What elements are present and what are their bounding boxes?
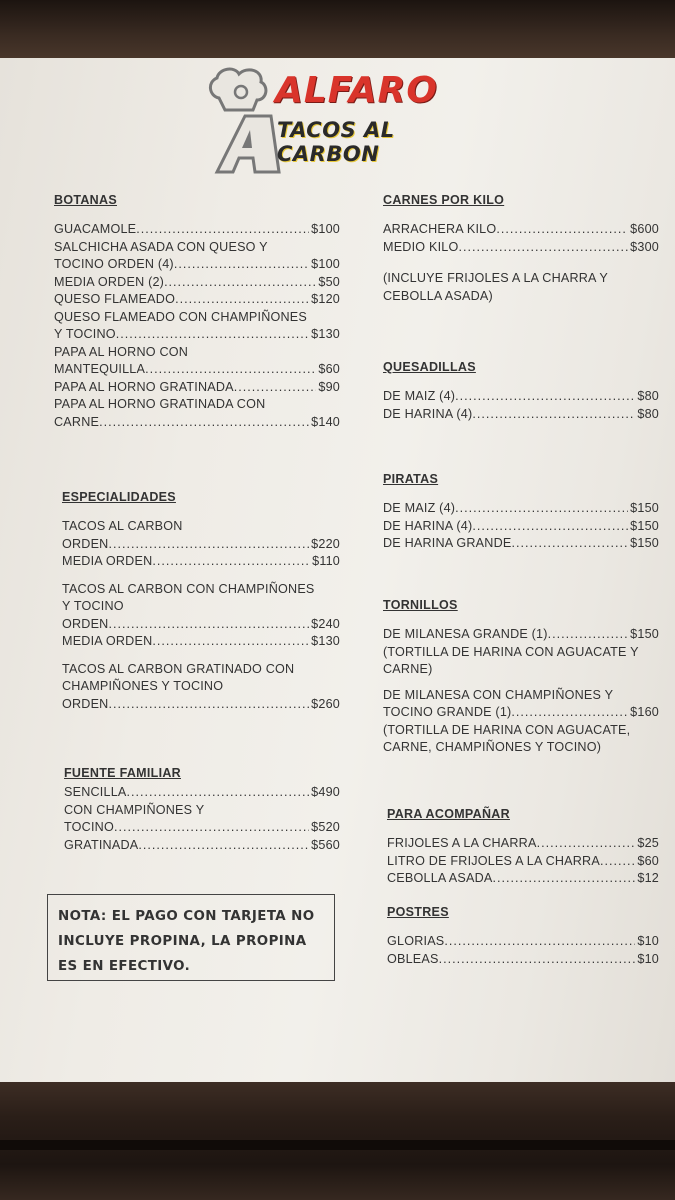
menu-note-line: (TORTILLA DE HARINA CON AGUACATE,	[383, 722, 631, 737]
section-carnes-por-kilo	[383, 193, 659, 305]
section-title: ESPECIALIDADES	[62, 490, 176, 504]
menu-item: DE MAIZ (4) ..... $150	[383, 500, 659, 518]
menu-item: ORDEN ..... $220	[62, 536, 340, 554]
menu-item: MEDIA ORDEN (2) ..... $50	[54, 274, 340, 292]
menu-item-line: Y TOCINO	[62, 599, 124, 613]
section-tornillos	[383, 598, 659, 757]
menu-item: TOCINO GRANDE (1) ..... $160	[383, 704, 659, 722]
menu-item-line: TACOS AL CARBON	[62, 519, 183, 533]
menu-item-line: SALCHICHA ASADA CON QUESO Y	[54, 239, 268, 254]
menu-note-line: (TORTILLA DE HARINA CON AGUACATE Y	[383, 644, 639, 659]
menu-item: ORDEN ..... $240	[62, 616, 340, 634]
frame-top	[0, 0, 675, 60]
menu-sheet	[0, 58, 675, 1084]
menu-item: GLORIAS ..... $10	[387, 933, 659, 951]
section-postres	[387, 905, 659, 968]
section-botanas	[54, 193, 340, 431]
menu-item: PAPA AL HORNO GRATINADA ..... $90	[54, 379, 340, 397]
section-especialidades	[62, 490, 340, 713]
menu-item: ARRACHERA KILO ..... $600	[383, 221, 659, 239]
menu-item: SENCILLA ..... $490	[64, 784, 340, 802]
menu-item: Y TOCINO ..... $130	[54, 326, 340, 344]
menu-item-line: PAPA AL HORNO CON	[54, 344, 189, 359]
menu-item: OBLEAS ..... $10	[387, 951, 659, 969]
menu-item: GRATINADA ..... $560	[64, 837, 340, 855]
section-title: PIRATAS	[383, 472, 439, 486]
frame-bottom	[0, 1082, 675, 1200]
payment-note: NOTA: EL PAGO CON TARJETA NO INCLUYE PROPINA, LA PROPINA ES EN EFECTIVO.	[58, 909, 315, 974]
menu-note-line: (INCLUYE FRIJOLES A LA CHARRA Y	[383, 271, 609, 285]
menu-item: ORDEN ..... $260	[62, 696, 340, 714]
menu-item: CARNE ..... $140	[54, 414, 340, 432]
menu-note-line: CEBOLLA ASADA)	[383, 288, 493, 303]
frame-ledge	[0, 1140, 675, 1150]
section-title: QUESADILLAS	[383, 360, 476, 374]
menu-item-line: TACOS AL CARBON CON CHAMPIÑONES	[62, 581, 315, 596]
menu-item: CEBOLLA ASADA ..... $12	[387, 870, 659, 888]
menu-item: MEDIO KILO ..... $300	[383, 239, 659, 257]
menu-item: MEDIA ORDEN ..... $110	[62, 553, 340, 571]
menu-item: MANTEQUILLA ..... $60	[54, 361, 340, 379]
section-title: PARA ACOMPAÑAR	[387, 807, 510, 821]
menu-item: DE HARINA (4) ..... $150	[383, 518, 659, 536]
menu-item-line: TACOS AL CARBON GRATINADO CON	[62, 661, 295, 676]
payment-note-box	[47, 894, 335, 981]
menu-item: MEDIA ORDEN ..... $130	[62, 633, 340, 651]
menu-note-line: CARNE)	[383, 662, 433, 676]
logo-brand: ALFARO	[275, 70, 438, 111]
section-piratas	[383, 472, 659, 553]
menu-item-line: CHAMPIÑONES Y TOCINO	[62, 679, 224, 693]
menu-item: TOCINO ..... $520	[64, 819, 340, 837]
menu-item: DE HARINA (4) ..... $80	[383, 406, 659, 424]
menu-item: DE HARINA GRANDE ..... $150	[383, 535, 659, 553]
section-fuente-familiar	[64, 766, 340, 854]
menu-item-line: QUESO FLAMEADO CON CHAMPIÑONES	[54, 309, 308, 324]
restaurant-logo	[205, 66, 485, 176]
section-title: FUENTE FAMILIAR	[64, 766, 181, 780]
menu-item: LITRO DE FRIJOLES A LA CHARRA ..... $60	[387, 853, 659, 871]
menu-item: FRIJOLES A LA CHARRA ..... $25	[387, 835, 659, 853]
menu-item-line: CON CHAMPIÑONES Y	[64, 802, 205, 817]
section-title: CARNES POR KILO	[383, 193, 505, 207]
menu-item: DE MILANESA GRANDE (1) ..... $150	[383, 626, 659, 644]
logo-tagline: TACOS AL CARBON	[277, 118, 395, 166]
section-title: BOTANAS	[54, 193, 117, 207]
menu-item: TOCINO ORDEN (4) ..... $100	[54, 256, 340, 274]
menu-item-line: DE MILANESA CON CHAMPIÑONES Y	[383, 687, 614, 702]
menu-item: GUACAMOLE ..... $100	[54, 221, 340, 239]
section-para-acompanar	[387, 807, 659, 888]
menu-note-line: CARNE, CHAMPIÑONES Y TOCINO)	[383, 740, 602, 754]
section-quesadillas	[383, 360, 659, 423]
menu-item: DE MAIZ (4) ..... $80	[383, 388, 659, 406]
menu-item: QUESO FLAMEADO ..... $120	[54, 291, 340, 309]
section-title: TORNILLOS	[383, 598, 458, 612]
menu-item-line: PAPA AL HORNO GRATINADA CON	[54, 397, 266, 411]
section-title: POSTRES	[387, 905, 449, 919]
